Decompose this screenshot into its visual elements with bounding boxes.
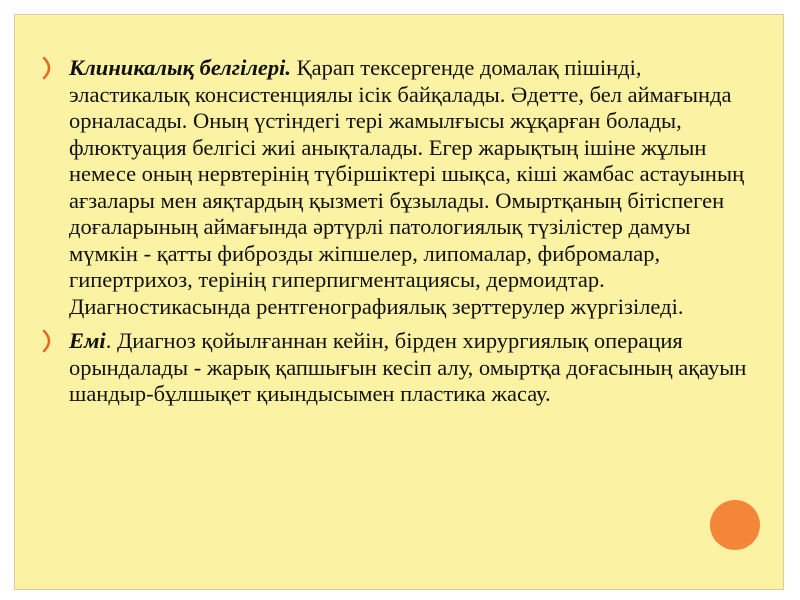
curved-arrow-bullet-icon [41, 56, 55, 80]
slide-frame [14, 14, 784, 590]
bullet-lead-treatment: Емі [69, 328, 106, 353]
bullet-text-treatment: . Диагноз қойылғаннан кейін, бірден хирургиялық операция орындалады - жарық қапшығын кесіп алу, омыртқа доғасының ақауын шандыр-бұлшықет қиындысымен пластика жасау. [69, 328, 747, 406]
bullet-clinical-signs [39, 55, 759, 320]
bullet-text-clinical-signs: Қарап тексергенде домалақ пішінді, эластикалық консистенциялы ісік байқалады. Әдетте, бел аймағында орналасады. Оның үстіндегі тері жамылғысы жұқарған болады, флюктуация белгісі жиі анықталады. Егер жарықтың ішіне жұлын немесе оның нервтерінің түбіршіктері шықса, кіші жамбас астауының ағзалары мен аяқтардың қызметі бұзылады. Омыртқаның бітіспеген доғаларының аймағында әртүрлі патологиялық түзілістер дамуы мүмкін - қатты фиброзды жіпшелер, липомалар, фибромалар, гипертрихоз, терінің гиперпигментациясы, дермоидтар. Диагностикасында рентгенографиялық зерттерулер жүргізіледі. [69, 55, 745, 319]
slide-content [39, 55, 759, 416]
orange-circle-icon [710, 500, 760, 550]
bullet-treatment [39, 328, 759, 408]
bullet-lead-clinical-signs: Клиникалық белгілері. [69, 55, 292, 80]
curved-arrow-bullet-icon [41, 329, 55, 353]
